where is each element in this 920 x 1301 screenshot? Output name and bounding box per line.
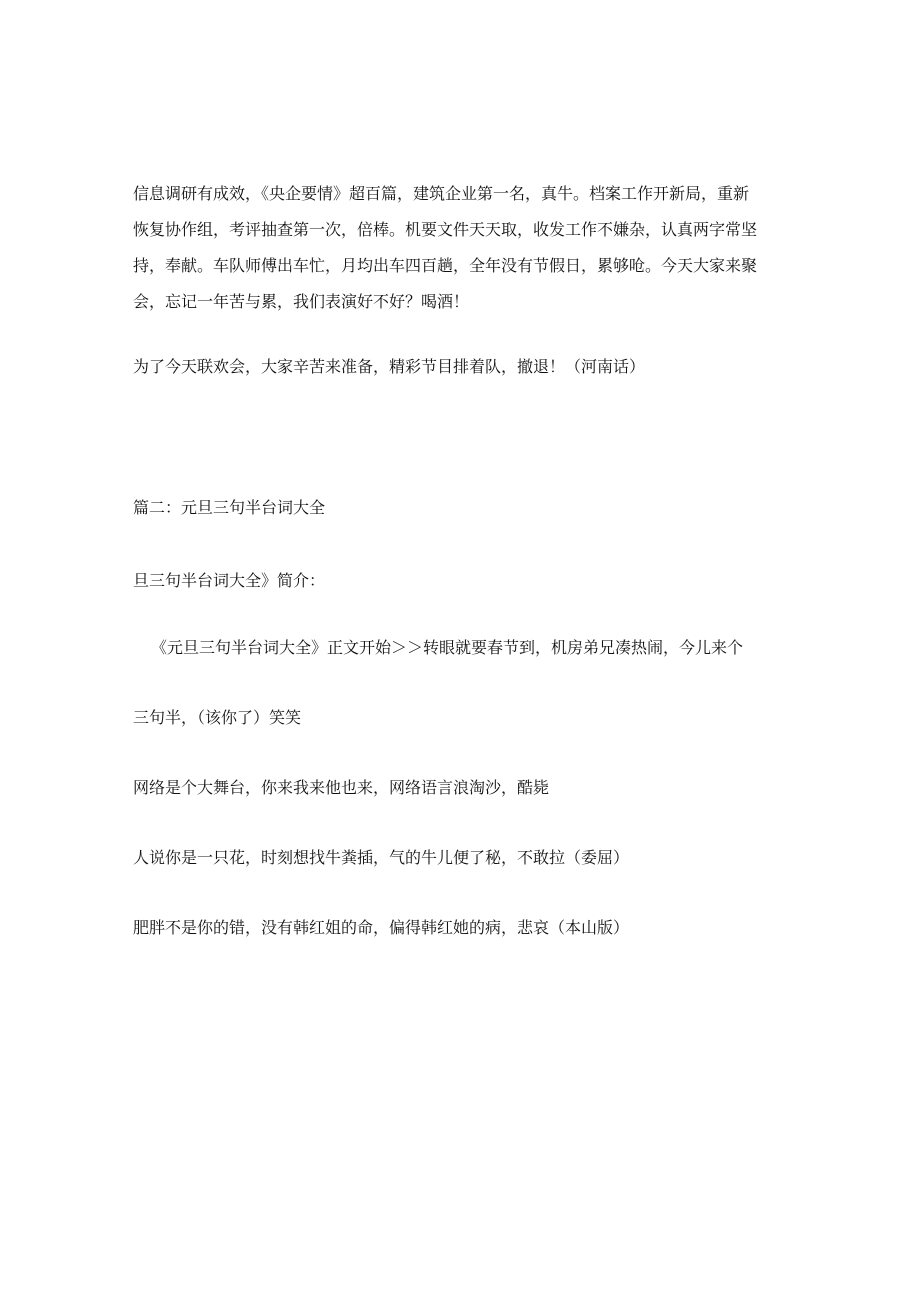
paragraph-2: 为了今天联欢会，大家辛苦来准备，精彩节目排着队，撤退！（河南话） bbox=[133, 357, 646, 376]
paragraph-1-line: 恢复协作组，考评抽查第一次，倍棒。机要文件天天取，收发工作不嫌杂，认真两字常坚 bbox=[133, 220, 758, 239]
verse-line: 肥胖不是你的错，没有韩红姐的命，偏得韩红她的病，悲哀（本山版） bbox=[133, 918, 630, 937]
verse-line: 人说你是一只花，时刻想找牛粪插，气的牛儿便了秘，不敢拉（委屈） bbox=[133, 848, 630, 867]
body-start-line: 《元旦三句半台词大全》正文开始＞＞转眼就要春节到，机房弟兄凑热闹，今儿来个 bbox=[151, 638, 744, 657]
body-continuation-line: 三句半，（该你了）笑笑 bbox=[133, 708, 302, 727]
paragraph-1 bbox=[133, 176, 803, 320]
paragraph-1-line: 持，奉献。车队师傅出车忙，月均出车四百趟，全年没有节假日，累够呛。今天大家来聚 bbox=[133, 256, 758, 275]
paragraph-1-line: 信息调研有成效，《央企要情》超百篇，建筑企业第一名，真牛。档案工作开新局，重新 bbox=[133, 184, 750, 203]
section-title: 篇二：元旦三句半台词大全 bbox=[133, 498, 326, 517]
paragraph-1-line: 会，忘记一年苦与累，我们表演好不好？喝酒！ bbox=[133, 292, 470, 311]
verse-line: 网络是个大舞台，你来我来他也来，网络语言浪淘沙，酷毙 bbox=[133, 778, 550, 797]
intro-line: 旦三句半台词大全》简介： bbox=[133, 571, 326, 590]
